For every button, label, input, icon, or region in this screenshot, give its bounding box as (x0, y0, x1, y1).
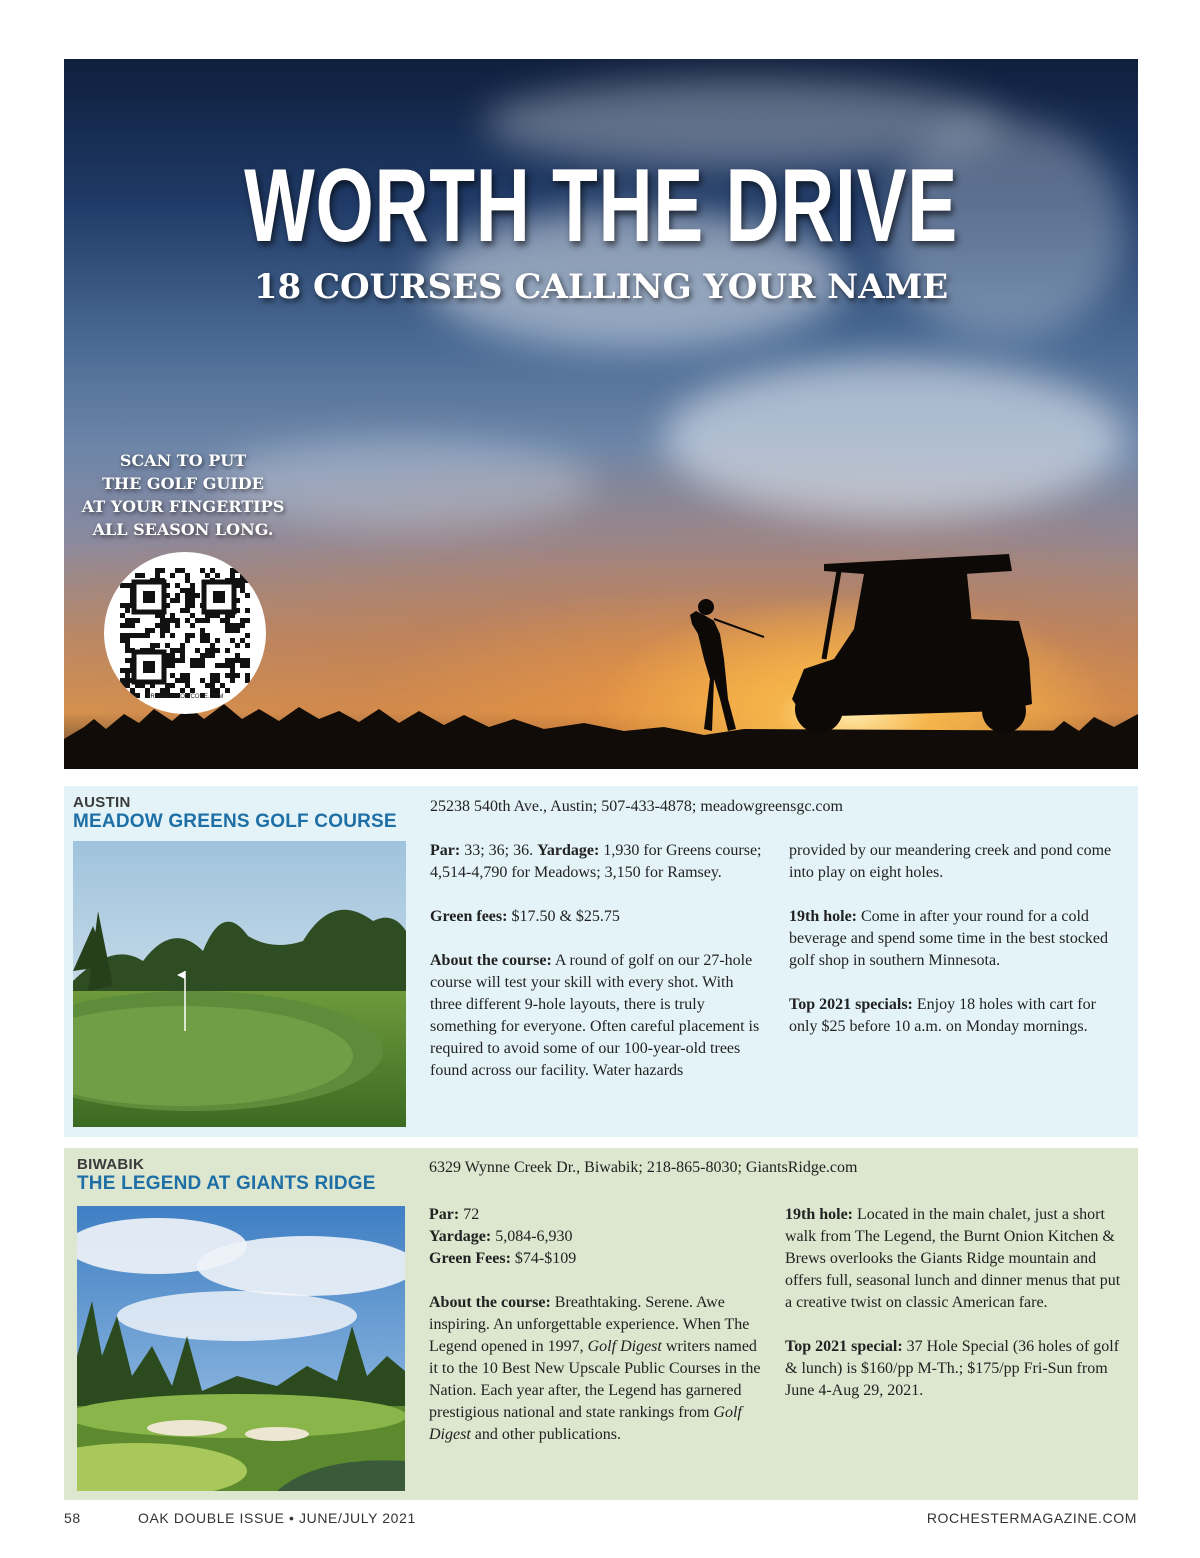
about-course (430, 950, 766, 1082)
about-continued: provided by our meandering creek and pond come into play on eight holes. (789, 842, 1112, 881)
specials-label: Top 2021 specials: (789, 996, 913, 1013)
about-text: and other publications. (470, 1426, 621, 1443)
specials (789, 994, 1124, 1038)
hero-title: WORTH THE DRIVE (244, 148, 958, 264)
green-fees-value: $17.50 & $25.75 (507, 908, 620, 925)
qr-pattern (104, 552, 266, 714)
about-label: About the course: (430, 952, 552, 969)
nineteenth-hole-text: Located in the main chalet, just a short walk from The Legend, the Burnt Onion Kitchen & Brews overlooks the Giants Ridge mountain and offers full, seasonal lunch and dinner menus that put a creative twist on classic American fare. (785, 1206, 1121, 1311)
course-details-left (430, 840, 766, 1082)
scan-line: ALL SEASON LONG. (92, 520, 274, 539)
page-number: 58 (64, 1510, 81, 1526)
par-line (429, 1204, 769, 1226)
qr-label: PRIVACY.FLOWCODE.COM (146, 694, 224, 700)
course-details-right (789, 840, 1124, 1038)
green-fees-line (430, 906, 766, 928)
course-name: MEADOW GREENS GOLF COURSE (73, 811, 397, 832)
yardage-line (429, 1226, 769, 1248)
green-fees-value: $74-$109 (510, 1250, 577, 1267)
nineteenth-hole (789, 906, 1124, 972)
green-fees-label: Green fees: (430, 908, 508, 925)
nineteenth-hole-label: 19th hole: (785, 1206, 853, 1223)
par-value: 33; 36; 36. (460, 842, 538, 859)
yardage-value: 1,930 for Greens course; 4,514-4,790 for Meadows; 3,150 for Ramsey. (430, 842, 762, 881)
course-panel-the-legend (64, 1148, 1138, 1500)
course-city: AUSTIN (73, 794, 131, 811)
specials (785, 1336, 1125, 1402)
issue-label: OAK DOUBLE ISSUE • JUNE/JULY 2021 (138, 1510, 416, 1526)
course-city: BIWABIK (77, 1156, 145, 1173)
specials-label: Top 2021 special: (785, 1338, 903, 1355)
par-value: 72 (459, 1206, 480, 1223)
par-label: Par: (430, 842, 461, 859)
nineteenth-hole (785, 1204, 1125, 1314)
hero-photo (64, 59, 1138, 769)
course-name: THE LEGEND AT GIANTS RIDGE (77, 1173, 376, 1194)
course-details-left (429, 1204, 769, 1446)
nineteenth-hole-label: 19th hole: (789, 908, 857, 925)
course-photo (73, 841, 406, 1127)
about-text: Breathtaking. Serene. Awe inspiring. An unforgettable experience. When The Legend opened in 1997, (429, 1294, 750, 1355)
scan-line: AT YOUR FINGERTIPS (81, 497, 285, 516)
hero-subtitle: 18 COURSES CALLING YOUR NAME (253, 267, 949, 307)
specials-text: Enjoy 18 holes with cart for only $25 before 10 a.m. on Monday mornings. (789, 996, 1096, 1035)
publication-name: Golf Digest (587, 1338, 662, 1355)
course-details-right (785, 1204, 1125, 1402)
scan-line: SCAN TO PUT (119, 451, 247, 470)
about-text: writers named it to the 10 Best New Upscale Public Courses in the Nation. Each year after, the Legend has garnered prestigious national and state rankings from (429, 1338, 761, 1421)
yardage-label: Yardage: (429, 1228, 492, 1245)
par-label: Par: (429, 1206, 460, 1223)
specials-text: 37 Hole Special (36 holes of golf & lunch) is $160/pp M-Th.; $175/pp Fri-Sun from June 4-Aug 29, 2021. (785, 1338, 1120, 1399)
scan-line: THE GOLF GUIDE (102, 474, 264, 493)
par-yardage-line (430, 840, 766, 884)
scan-callout (78, 449, 288, 541)
course-address: 25238 540th Ave., Austin; 507-433-4878; meadowgreensgc.com (430, 798, 843, 815)
about-label: About the course: (429, 1294, 551, 1311)
yardage-value: 5,084-6,930 (491, 1228, 573, 1245)
about-text: A round of golf on our 27-hole course will test your skill with every shot. With three different 9-hole layouts, there is truly something for everyone. Often careful placement is required to avoid some of our 100-year-old trees found across our facility. Water hazards (430, 952, 760, 1079)
site-url[interactable]: ROCHESTERMAGAZINE.COM (926, 1510, 1137, 1526)
nineteenth-hole-text: Come in after your round for a cold beverage and spend some time in the best stocked golf shop in southern Minnesota. (789, 908, 1109, 969)
yardage-label: Yardage: (537, 842, 600, 859)
about-course (429, 1292, 769, 1446)
publication-name: Golf Digest (429, 1404, 742, 1443)
course-panel-meadow-greens (64, 786, 1138, 1137)
green-fees-line (429, 1248, 769, 1270)
course-photo (77, 1206, 405, 1491)
qr-code[interactable] (104, 552, 266, 714)
green-fees-label: Green Fees: (429, 1250, 511, 1267)
course-address: 6329 Wynne Creek Dr., Biwabik; 218-865-8030; GiantsRidge.com (429, 1159, 858, 1176)
